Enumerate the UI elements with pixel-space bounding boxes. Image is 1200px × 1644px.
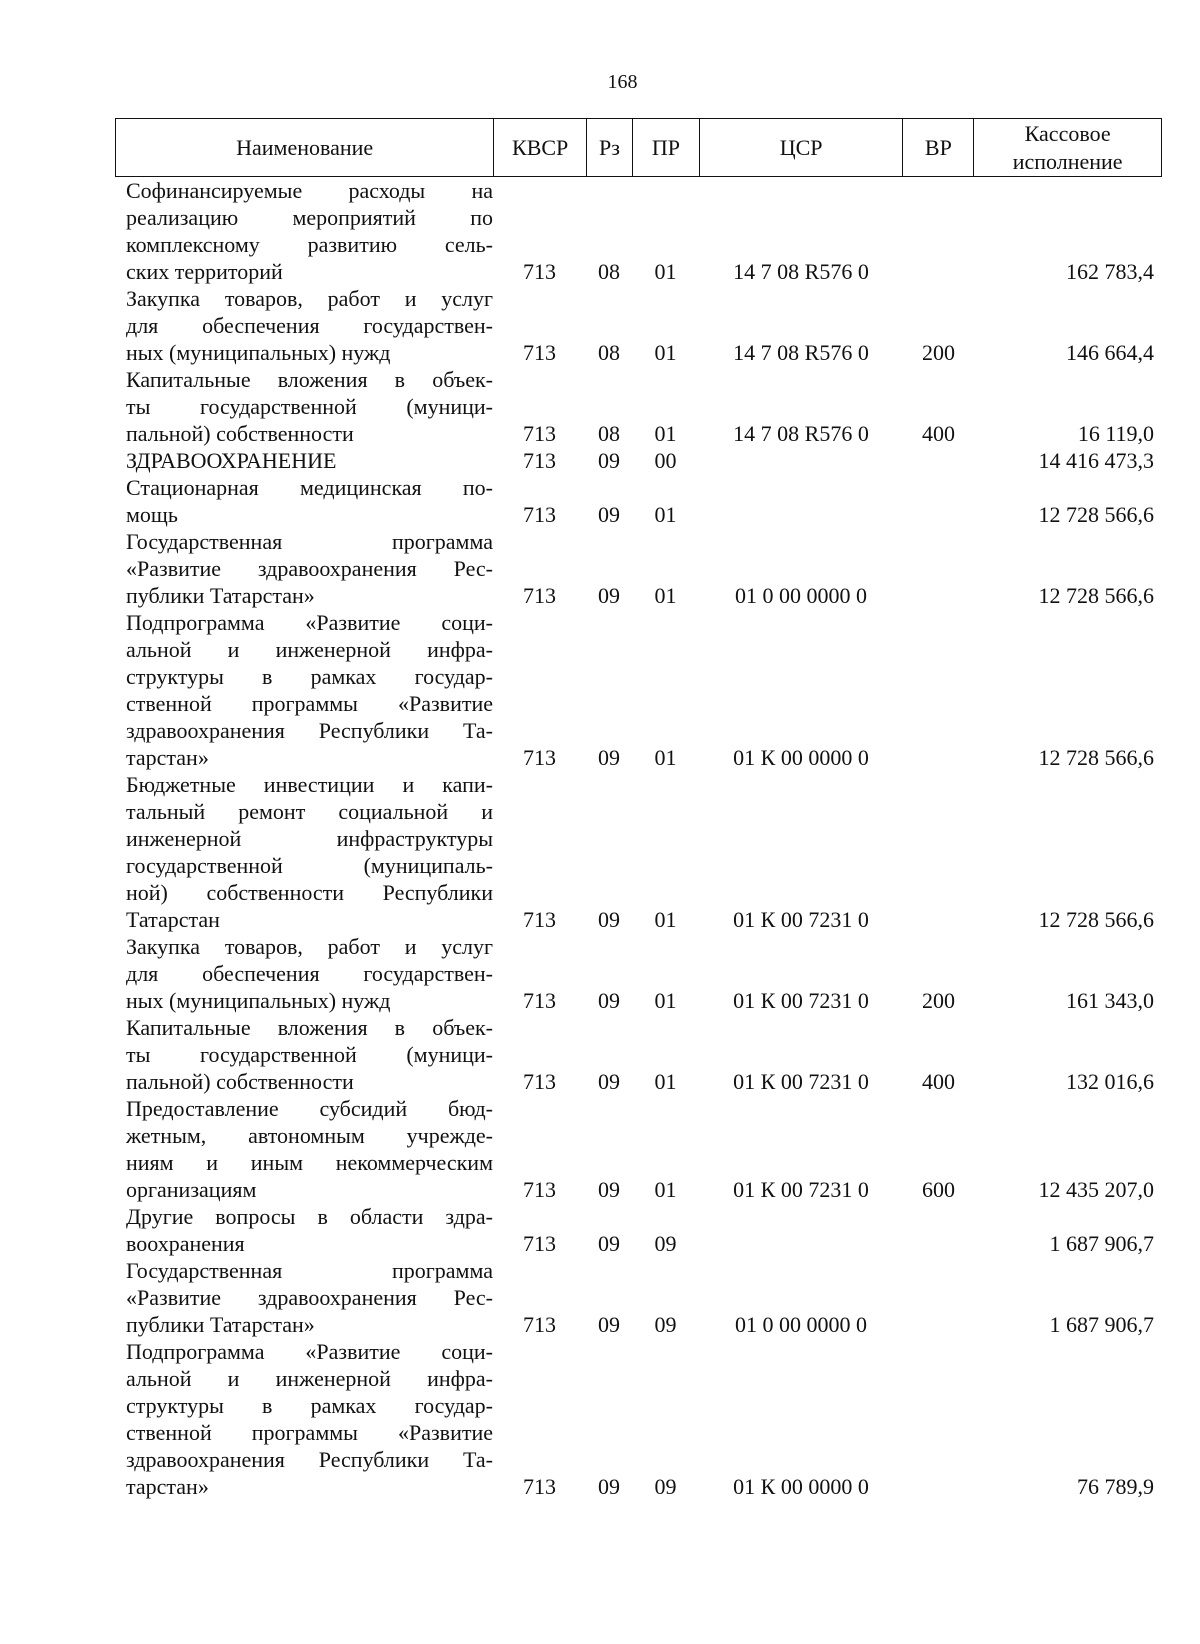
row-rz: 09 [598, 988, 620, 1013]
row-csr: 01 0 00 0000 0 [735, 1312, 867, 1337]
table-row [115, 474, 1162, 528]
row-vr: 600 [922, 1177, 955, 1202]
row-kvsr: 713 [523, 1177, 556, 1202]
row-name-line: «Развитие здравоохранения Рес- [126, 556, 493, 581]
row-name-line: Капитальные вложения в объек- [126, 1015, 493, 1040]
row-pr: 01 [654, 502, 677, 527]
row-sum: 12 728 566,6 [1038, 583, 1154, 608]
row-name-line: ниям и иным некоммерческим [126, 1150, 493, 1175]
row-name [115, 447, 493, 474]
row-kvsr: 713 [523, 1474, 556, 1499]
row-kvsr: 713 [523, 583, 556, 608]
row-rz: 09 [598, 745, 620, 770]
row-vr: 400 [922, 1069, 955, 1094]
row-name [115, 609, 493, 771]
row-name-line: ты государственной (муници- [126, 394, 493, 419]
table-row [115, 1338, 1162, 1500]
row-name-line: тарстан» [126, 1474, 209, 1499]
row-name-line: здравоохранения Республики Та- [126, 1447, 493, 1472]
row-csr: 01 К 00 7231 0 [733, 907, 869, 932]
row-sum: 12 728 566,6 [1038, 502, 1154, 527]
row-pr: 01 [654, 988, 677, 1013]
row-pr: 09 [654, 1312, 677, 1337]
row-name-line: ных (муниципальных) нужд [126, 340, 391, 365]
row-rz: 09 [598, 1474, 620, 1499]
header-sum: Кассовое исполнение [973, 119, 1161, 176]
row-name-line: воохранения [126, 1231, 245, 1256]
row-pr: 09 [654, 1474, 677, 1499]
row-name [115, 528, 493, 609]
row-kvsr: 713 [523, 421, 556, 446]
row-name-line: Подпрограмма «Развитие соци- [126, 610, 493, 635]
row-name-line: «Развитие здравоохранения Рес- [126, 1285, 493, 1310]
row-kvsr: 713 [523, 259, 556, 284]
row-pr: 01 [654, 340, 677, 365]
row-pr: 00 [654, 448, 677, 473]
row-name-line: инженерной инфраструктуры [126, 826, 493, 851]
row-pr: 01 [654, 1177, 677, 1202]
row-name-line: публики Татарстан» [126, 583, 315, 608]
row-vr: 400 [922, 421, 955, 446]
row-vr: 200 [922, 340, 955, 365]
row-sum: 146 664,4 [1066, 340, 1154, 365]
row-name [115, 1338, 493, 1500]
row-name-line: альной и инженерной инфра- [126, 1366, 493, 1391]
row-pr: 09 [654, 1231, 677, 1256]
row-name-line: Закупка товаров, работ и услуг [126, 286, 493, 311]
table-header [115, 118, 1162, 177]
row-name-line: Стационарная медицинская по- [126, 475, 493, 500]
row-name-line: структуры в рамках государ- [126, 664, 493, 689]
row-name [115, 177, 493, 285]
row-name-line: для обеспечения государствен- [126, 313, 493, 338]
row-rz: 09 [598, 448, 620, 473]
row-sum: 76 789,9 [1077, 1474, 1154, 1499]
row-csr: 01 К 00 7231 0 [733, 988, 869, 1013]
row-sum: 12 435 207,0 [1038, 1177, 1154, 1202]
table-row [115, 285, 1162, 366]
row-csr: 01 К 00 7231 0 [733, 1177, 869, 1202]
row-pr: 01 [654, 1069, 677, 1094]
row-sum: 1 687 906,7 [1049, 1312, 1154, 1337]
row-name [115, 474, 493, 528]
row-name [115, 771, 493, 933]
row-name-line: структуры в рамках государ- [126, 1393, 493, 1418]
row-sum: 12 728 566,6 [1038, 745, 1154, 770]
header-vr: ВР [902, 119, 973, 176]
table-row [115, 177, 1162, 285]
table-row [115, 1014, 1162, 1095]
header-name: Наименование [236, 134, 374, 160]
row-kvsr: 713 [523, 907, 556, 932]
row-rz: 08 [598, 340, 620, 365]
row-name [115, 366, 493, 447]
row-name-line: тальный ремонт социальной и [126, 799, 493, 824]
row-pr: 01 [654, 259, 677, 284]
table-row [115, 528, 1162, 609]
table-row [115, 447, 1162, 474]
row-sum: 132 016,6 [1066, 1069, 1154, 1094]
row-sum: 14 416 473,3 [1038, 448, 1154, 473]
row-name [115, 285, 493, 366]
row-name-line: ной) собственности Республики [126, 880, 493, 905]
row-name [115, 1095, 493, 1203]
row-pr: 01 [654, 583, 677, 608]
row-pr: 01 [654, 745, 677, 770]
row-kvsr: 713 [523, 340, 556, 365]
row-name-line: Государственная программа [126, 1258, 493, 1283]
row-name-line: Предоставление субсидий бюд- [126, 1096, 493, 1121]
row-name-line: Бюджетные инвестиции и капи- [126, 772, 493, 797]
table-body [115, 177, 1162, 1500]
row-sum: 161 343,0 [1066, 988, 1154, 1013]
row-name [115, 933, 493, 1014]
row-name [115, 1014, 493, 1095]
header-pr: ПР [632, 119, 699, 176]
row-name-line: Капитальные вложения в объек- [126, 367, 493, 392]
row-kvsr: 713 [523, 1069, 556, 1094]
row-rz: 08 [598, 421, 620, 446]
row-name-line: Софинансируемые расходы на [126, 178, 493, 203]
row-kvsr: 713 [523, 988, 556, 1013]
row-name-line: Закупка товаров, работ и услуг [126, 934, 493, 959]
row-kvsr: 713 [523, 745, 556, 770]
table-row [115, 1257, 1162, 1338]
row-rz: 09 [598, 583, 620, 608]
header-csr: ЦСР [699, 119, 903, 176]
row-csr: 01 К 00 7231 0 [733, 1069, 869, 1094]
header-rz: Рз [586, 119, 632, 176]
row-pr: 01 [654, 907, 677, 932]
row-kvsr: 713 [523, 448, 556, 473]
row-name-line: пальной) собственности [126, 1069, 354, 1094]
row-vr: 200 [922, 988, 955, 1013]
row-name-line: Государственная программа [126, 529, 493, 554]
row-name [115, 1257, 493, 1338]
row-name-line: альной и инженерной инфра- [126, 637, 493, 662]
row-csr: 14 7 08 R576 0 [733, 259, 869, 284]
row-kvsr: 713 [523, 1231, 556, 1256]
row-name-line: ских территорий [126, 259, 283, 284]
row-name-line: пальной) собственности [126, 421, 354, 446]
row-name-line: ных (муниципальных) нужд [126, 988, 391, 1013]
row-name-line: Подпрограмма «Развитие соци- [126, 1339, 493, 1364]
row-sum: 16 119,0 [1077, 421, 1154, 446]
row-rz: 09 [598, 502, 620, 527]
table-row [115, 366, 1162, 447]
row-csr: 01 0 00 0000 0 [735, 583, 867, 608]
row-name [115, 1203, 493, 1257]
row-name-line: ственной программы «Развитие [126, 1420, 493, 1445]
row-name-line: Татарстан [126, 907, 220, 932]
row-name-line: реализацию мероприятий по [126, 205, 493, 230]
page-number: 168 [607, 71, 638, 93]
row-rz: 08 [598, 259, 620, 284]
row-name-line: комплексному развитию сель- [126, 232, 493, 257]
row-sum: 162 783,4 [1066, 259, 1154, 284]
row-sum: 12 728 566,6 [1038, 907, 1154, 932]
table-row [115, 609, 1162, 771]
row-name-line: ЗДРАВООХРАНЕНИЕ [126, 448, 337, 473]
row-rz: 09 [598, 1069, 620, 1094]
header-kvsr: КВСР [493, 119, 586, 176]
row-name-line: здравоохранения Республики Та- [126, 718, 493, 743]
row-name-line: для обеспечения государствен- [126, 961, 493, 986]
row-name-line: организациям [126, 1177, 257, 1202]
row-name-line: тарстан» [126, 745, 209, 770]
row-csr: 14 7 08 R576 0 [733, 421, 869, 446]
row-kvsr: 713 [523, 502, 556, 527]
row-rz: 09 [598, 1312, 620, 1337]
row-name-line: ты государственной (муници- [126, 1042, 493, 1067]
row-pr: 01 [654, 421, 677, 446]
table-row [115, 1203, 1162, 1257]
table-row [115, 1095, 1162, 1203]
row-name-line: Другие вопросы в области здра- [126, 1204, 493, 1229]
row-csr: 14 7 08 R576 0 [733, 340, 869, 365]
table-row [115, 771, 1162, 933]
row-rz: 09 [598, 1231, 620, 1256]
row-sum: 1 687 906,7 [1049, 1231, 1154, 1256]
row-name-line: жетным, автономным учрежде- [126, 1123, 493, 1148]
row-csr: 01 К 00 0000 0 [733, 1474, 869, 1499]
row-name-line: ственной программы «Развитие [126, 691, 493, 716]
budget-table [115, 118, 1162, 1500]
row-csr: 01 К 00 0000 0 [733, 745, 869, 770]
row-name-line: мощь [126, 502, 178, 527]
row-kvsr: 713 [523, 1312, 556, 1337]
row-name-line: государственной (муниципаль- [126, 853, 493, 878]
row-rz: 09 [598, 907, 620, 932]
table-row [115, 933, 1162, 1014]
row-rz: 09 [598, 1177, 620, 1202]
row-name-line: публики Татарстан» [126, 1312, 315, 1337]
